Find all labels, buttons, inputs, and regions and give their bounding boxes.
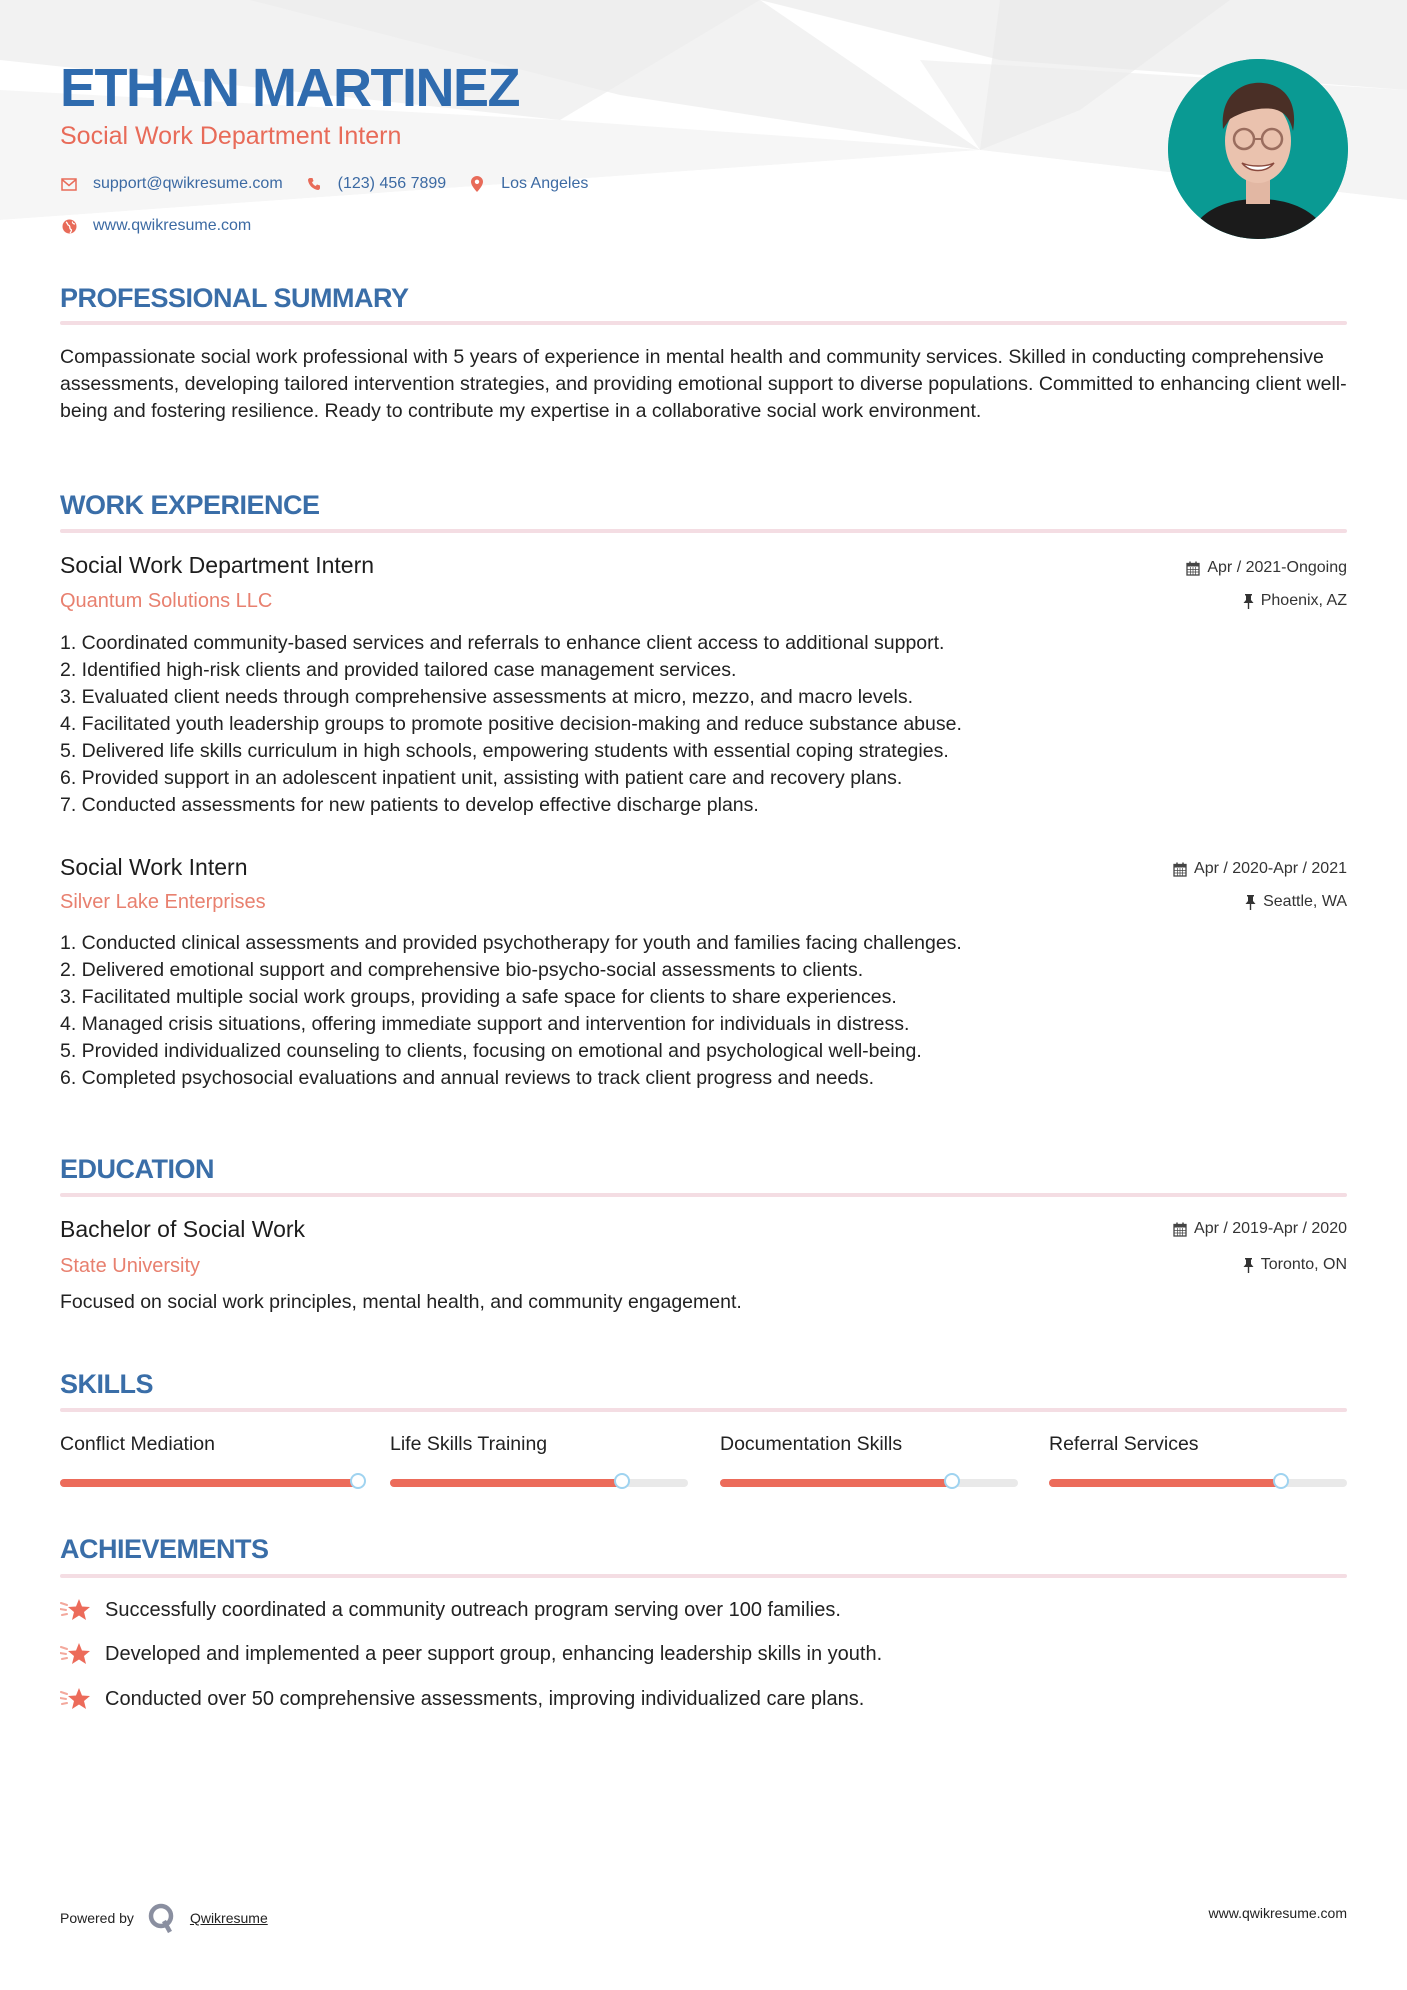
- list-item: 4. Managed crisis situations, offering immediate support and intervention for individuals in distress.: [60, 1013, 910, 1035]
- skill-item: [720, 1431, 1018, 1487]
- section-title-skills: SKILLS: [60, 1369, 154, 1399]
- job-company: Silver Lake Enterprises: [60, 891, 266, 913]
- job-location: [1245, 891, 1347, 913]
- summary-text: Compassionate social work professional with 5 years of experience in mental health and community services. Skilled in conducting comprehensive assessments, developing tailored intervention strategies, and providing emotional support to diverse populations. Committed to enhancing client well-being and fostering resilience. Ready to contribute my expertise in a collaborative social work environment.: [60, 346, 1347, 422]
- list-item: 5. Provided individualized counseling to clients, focusing on emotional and psychological well-being.: [60, 1040, 922, 1062]
- section-title-achievements: ACHIEVEMENTS: [60, 1534, 269, 1564]
- job-dates: [1186, 557, 1347, 579]
- achievement-item: [60, 1639, 882, 1669]
- list-item: 2. Delivered emotional support and comprehensive bio-psycho-social assessments to clients.: [60, 959, 864, 981]
- list-item: 3. Evaluated client needs through comprehensive assessments at micro, mezzo, and macro levels.: [60, 686, 914, 708]
- section-title-education: EDUCATION: [60, 1154, 214, 1184]
- thumbtack-icon: [1243, 1258, 1254, 1273]
- candidate-name: ETHAN MARTINEZ: [60, 58, 519, 118]
- calendar-icon: [1186, 561, 1200, 576]
- section-title-experience: WORK EXPERIENCE: [60, 490, 320, 520]
- job-title: Social Work Intern: [60, 854, 248, 880]
- job-title: Social Work Department Intern: [60, 552, 375, 578]
- skill-label: Conflict Mediation: [60, 1433, 215, 1455]
- profile-photo-illustration: [1168, 59, 1348, 239]
- skill-bar: [720, 1479, 1018, 1487]
- section-divider: [60, 321, 1347, 325]
- job-bullets: [60, 930, 1350, 1092]
- skill-bar: [390, 1479, 688, 1487]
- list-item: 1. Conducted clinical assessments and provided psychotherapy for youth and families facing challenges.: [60, 932, 962, 954]
- powered-by-label: Powered by: [60, 1910, 134, 1926]
- contact-row-1: [60, 173, 610, 195]
- skill-bar: [60, 1479, 358, 1487]
- skill-label: Life Skills Training: [390, 1433, 548, 1455]
- job-location-text: Seattle, WA: [1263, 893, 1347, 910]
- skill-item: [60, 1431, 358, 1487]
- calendar-icon: [1173, 862, 1187, 877]
- education-description: Focused on social work principles, mental health, and community engagement.: [60, 1291, 742, 1313]
- section-divider: [60, 1574, 1347, 1578]
- list-item: 6. Completed psychosocial evaluations and annual reviews to track client progress and needs.: [60, 1067, 875, 1089]
- contact-email[interactable]: support@qwikresume.com: [93, 175, 283, 192]
- job-location: [1243, 590, 1347, 612]
- education-location-text: Toronto, ON: [1260, 1256, 1347, 1273]
- skill-bar-knob: [350, 1473, 366, 1489]
- phone-icon: [305, 175, 323, 193]
- skill-label: Referral Services: [1049, 1433, 1199, 1455]
- list-item: 2. Identified high-risk clients and provided tailored case management services.: [60, 659, 737, 681]
- achievement-text: Conducted over 50 comprehensive assessments, improving individualized care plans.: [105, 1687, 865, 1710]
- contact-website[interactable]: www.qwikresume.com: [93, 217, 252, 234]
- achievement-item: [60, 1595, 841, 1625]
- skill-bar: [1049, 1479, 1347, 1487]
- job-dates: [1173, 858, 1347, 880]
- contact-location: Los Angeles: [501, 175, 589, 192]
- job-company: Quantum Solutions LLC: [60, 590, 273, 612]
- education-degree: Bachelor of Social Work: [60, 1216, 306, 1242]
- skill-bar-fill: [390, 1479, 622, 1487]
- map-pin-icon: [468, 175, 486, 193]
- qwikresume-logo-icon: [148, 1903, 176, 1933]
- section-divider: [60, 1193, 1347, 1197]
- skill-bar-fill: [60, 1479, 358, 1487]
- section-divider: [60, 1408, 1347, 1412]
- envelope-icon: [60, 175, 78, 193]
- education-location: [1243, 1254, 1347, 1276]
- contact-row-2: [60, 215, 273, 237]
- job-location-text: Phoenix, AZ: [1260, 592, 1347, 609]
- profile-photo: [1168, 59, 1348, 239]
- job-dates-text: Apr / 2020-Apr / 2021: [1194, 860, 1347, 877]
- education-dates-text: Apr / 2019-Apr / 2020: [1194, 1220, 1347, 1237]
- education-school: State University: [60, 1255, 201, 1277]
- skill-label: Documentation Skills: [720, 1433, 903, 1455]
- skill-bar-fill: [1049, 1479, 1281, 1487]
- calendar-icon: [1173, 1222, 1187, 1237]
- candidate-title: Social Work Department Intern: [60, 122, 402, 150]
- skill-bar-knob: [944, 1473, 960, 1489]
- shooting-star-icon: [60, 1597, 92, 1623]
- list-item: 1. Coordinated community-based services and referrals to enhance client access to additional support.: [60, 632, 945, 654]
- shooting-star-icon: [60, 1641, 92, 1667]
- contact-phone[interactable]: (123) 456 7899: [337, 175, 447, 192]
- skill-item: [1049, 1431, 1347, 1487]
- list-item: 5. Delivered life skills curriculum in high schools, empowering students with essential coping strategies.: [60, 740, 949, 762]
- achievement-item: [60, 1684, 864, 1714]
- list-item: 6. Provided support in an adolescent inpatient unit, assisting with patient care and recovery plans.: [60, 767, 903, 789]
- job-dates-text: Apr / 2021-Ongoing: [1207, 559, 1347, 576]
- list-item: 7. Conducted assessments for new patients to develop effective discharge plans.: [60, 794, 759, 816]
- skill-bar-fill: [720, 1479, 952, 1487]
- achievement-text: Successfully coordinated a community outreach program serving over 100 families.: [105, 1598, 841, 1621]
- thumbtack-icon: [1245, 895, 1256, 910]
- qwikresume-link[interactable]: Qwikresume: [189, 1910, 268, 1926]
- list-item: 3. Facilitated multiple social work groups, providing a safe space for clients to share experiences.: [60, 986, 897, 1008]
- education-dates: [1173, 1218, 1347, 1240]
- skill-bar-knob: [1273, 1473, 1289, 1489]
- section-divider: [60, 529, 1347, 533]
- footer-powered-by: [60, 1903, 268, 1933]
- globe-icon: [60, 217, 78, 235]
- thumbtack-icon: [1243, 594, 1254, 609]
- achievement-text: Developed and implemented a peer support group, enhancing leadership skills in youth.: [105, 1642, 883, 1665]
- footer-website[interactable]: www.qwikresume.com: [1208, 1905, 1347, 1921]
- section-title-summary: PROFESSIONAL SUMMARY: [60, 283, 409, 313]
- skill-item: [390, 1431, 688, 1487]
- list-item: 4. Facilitated youth leadership groups to promote positive decision-making and reduce substance abuse.: [60, 713, 962, 735]
- job-bullets: [60, 630, 1350, 819]
- skill-bar-knob: [614, 1473, 630, 1489]
- shooting-star-icon: [60, 1686, 92, 1712]
